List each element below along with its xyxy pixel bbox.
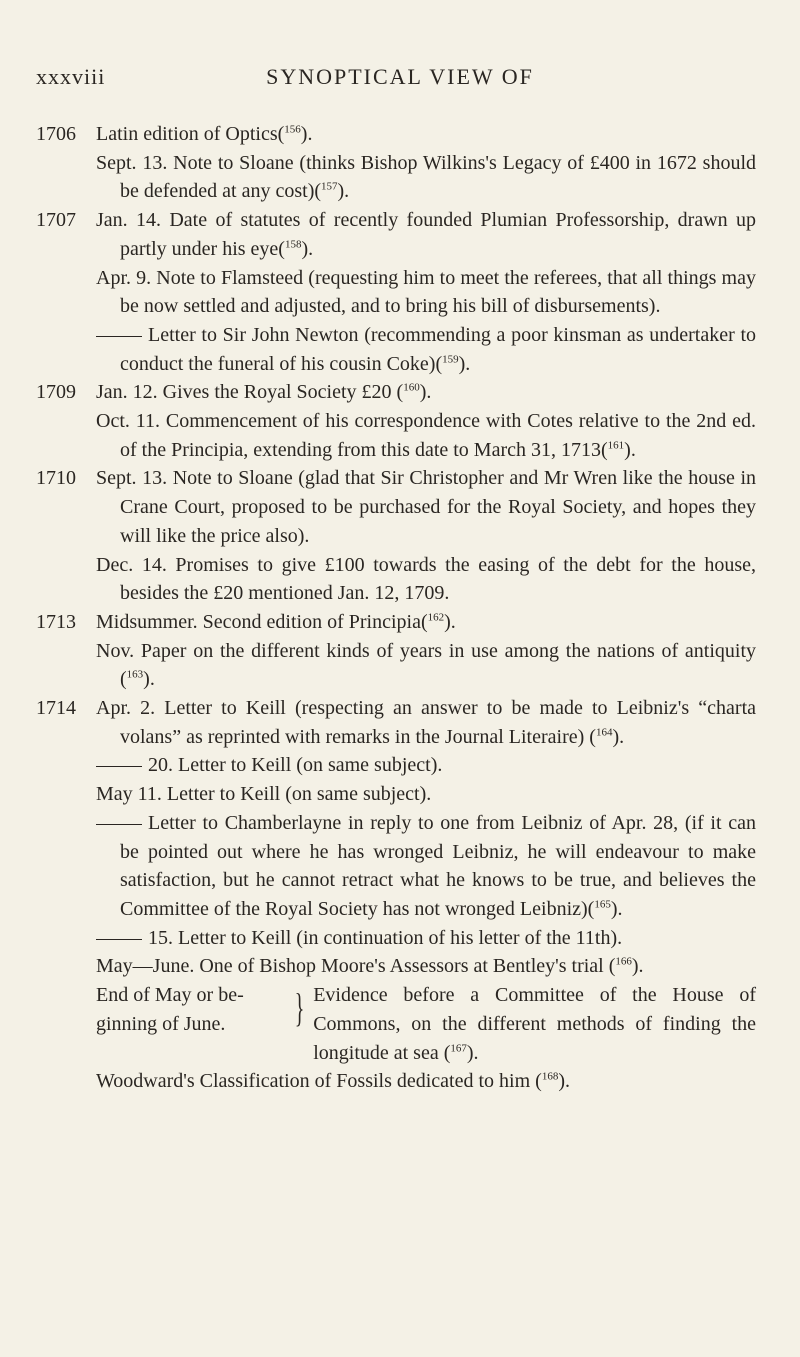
entry-item: Evidence before a Committee of the House of Commons, on the different methods of finding the longitude at sea ($^{167}$).: [313, 984, 756, 1064]
ditto-dash: [96, 939, 142, 940]
chronology: [36, 120, 756, 1096]
footnote-ref: 164: [595, 726, 613, 739]
page-header: [36, 64, 764, 96]
entry-item: 20. Letter to Keill (on same subject).: [96, 751, 756, 780]
brace-entry: [96, 981, 756, 1067]
entry-item: 15. Letter to Keill (in continuation of his letter of the 11th).: [96, 924, 756, 953]
entry-item: Letter to Chamberlayne in reply to one from Leibniz of Apr. 28, (if it can be pointed out where he has wronged Leibniz, he will endeavour to make satisfaction, but he cannot retract what he knows to be true, and believes the Committee of the Royal Society has not wronged Leibniz)($^{165}$).: [96, 809, 756, 924]
entry-item: May 11. Letter to Keill (on same subject).: [96, 783, 432, 806]
entry-item: Midsummer. Second edition of Principia($^{162}$).: [96, 610, 456, 633]
entry-item: Jan. 12. Gives the Royal Society £20 ($^{160}$).: [96, 381, 432, 404]
entry-item: Woodward's Classification of Fossils dedicated to him ($^{168}$).: [96, 1070, 570, 1093]
entry-item: Nov. Paper on the different kinds of years in use among the nations of antiquity ($^{163}$).: [96, 639, 756, 691]
year-label: 1709: [36, 381, 76, 404]
year-entry: [36, 120, 756, 206]
footnote-ref: 157: [321, 180, 338, 193]
footnote-ref: 159: [442, 352, 459, 365]
footnote-ref: 156: [284, 123, 301, 136]
entry-item: Dec. 14. Promises to give £100 towards the easing of the debt for the house, besides the £20 mentioned Jan. 12, 1709.: [96, 553, 756, 605]
entry-item: Sept. 13. Note to Sloane (thinks Bishop Wilkins's Legacy of £400 in 1672 should be defended at any cost)($^{157}$).: [96, 151, 756, 203]
footnote-ref: 165: [594, 898, 611, 911]
year-entry: [36, 694, 756, 1096]
entry-item: Apr. 9. Note to Flamsteed (requesting him to meet the referees, that all things may be now settled and adjusted, and to bring his bill of disbursements).: [96, 266, 756, 318]
year-entry: [36, 608, 756, 694]
ditto-dash: [96, 766, 142, 767]
year-label: 1706: [36, 123, 76, 145]
year-entry: [36, 206, 756, 378]
footnote-ref: 168: [541, 1070, 559, 1083]
year-entry: [36, 464, 756, 608]
entry-item: Oct. 11. Commencement of his correspondence with Cotes relative to the 2nd ed. of the Principia, extending from this date to March 31, 1713($^{161}$).: [96, 410, 756, 461]
entry-item: Sept. 13. Note to Sloane (glad that Sir Christopher and Mr Wren like the house in Crane Court, proposed to be purchased for the Royal Society, and hopes they will like the price also).: [96, 467, 756, 547]
footnote-ref: 167: [450, 1041, 467, 1054]
year-label: 1707: [36, 209, 76, 232]
entry-item: Letter to Sir John Newton (recommending a poor kinsman as undertaker to conduct the funeral of his cousin Coke)($^{159}$).: [96, 321, 756, 378]
ditto-dash: [96, 336, 142, 337]
running-title: SYNOPTICAL VIEW OF: [266, 64, 534, 89]
entry-item: May—June. One of Bishop Moore's Assessors at Bentley's trial ($^{166}$).: [96, 955, 644, 978]
curly-brace-icon: }: [294, 985, 305, 1031]
ditto-dash: [96, 824, 142, 825]
entry-item: Jan. 14. Date of statutes of recently founded Plumian Professorship, drawn up partly under his eye($^{158}$).: [96, 209, 756, 260]
entry-item: Apr. 2. Letter to Keill (respecting an answer to be made to Leibniz's “charta volans” as reprinted with remarks in the Journal Literaire) ($^{164}$).: [96, 697, 756, 748]
year-label: 1713: [36, 610, 76, 633]
footnote-ref: 166: [615, 955, 632, 968]
year-entry: [36, 378, 756, 464]
year-label: 1710: [36, 467, 76, 490]
footnote-ref: 162: [427, 611, 445, 624]
footnote-ref: 158: [284, 238, 302, 251]
year-label: 1714: [36, 697, 76, 720]
footnote-ref: 160: [403, 381, 420, 394]
brace-date: End of May or be- ginning of June.: [96, 984, 244, 1035]
page-number: xxxviii: [36, 64, 106, 89]
entry-item: Latin edition of Optics($^{156}$).: [96, 123, 313, 145]
footnote-ref: 161: [607, 439, 625, 452]
footnote-ref: 163: [126, 668, 144, 681]
